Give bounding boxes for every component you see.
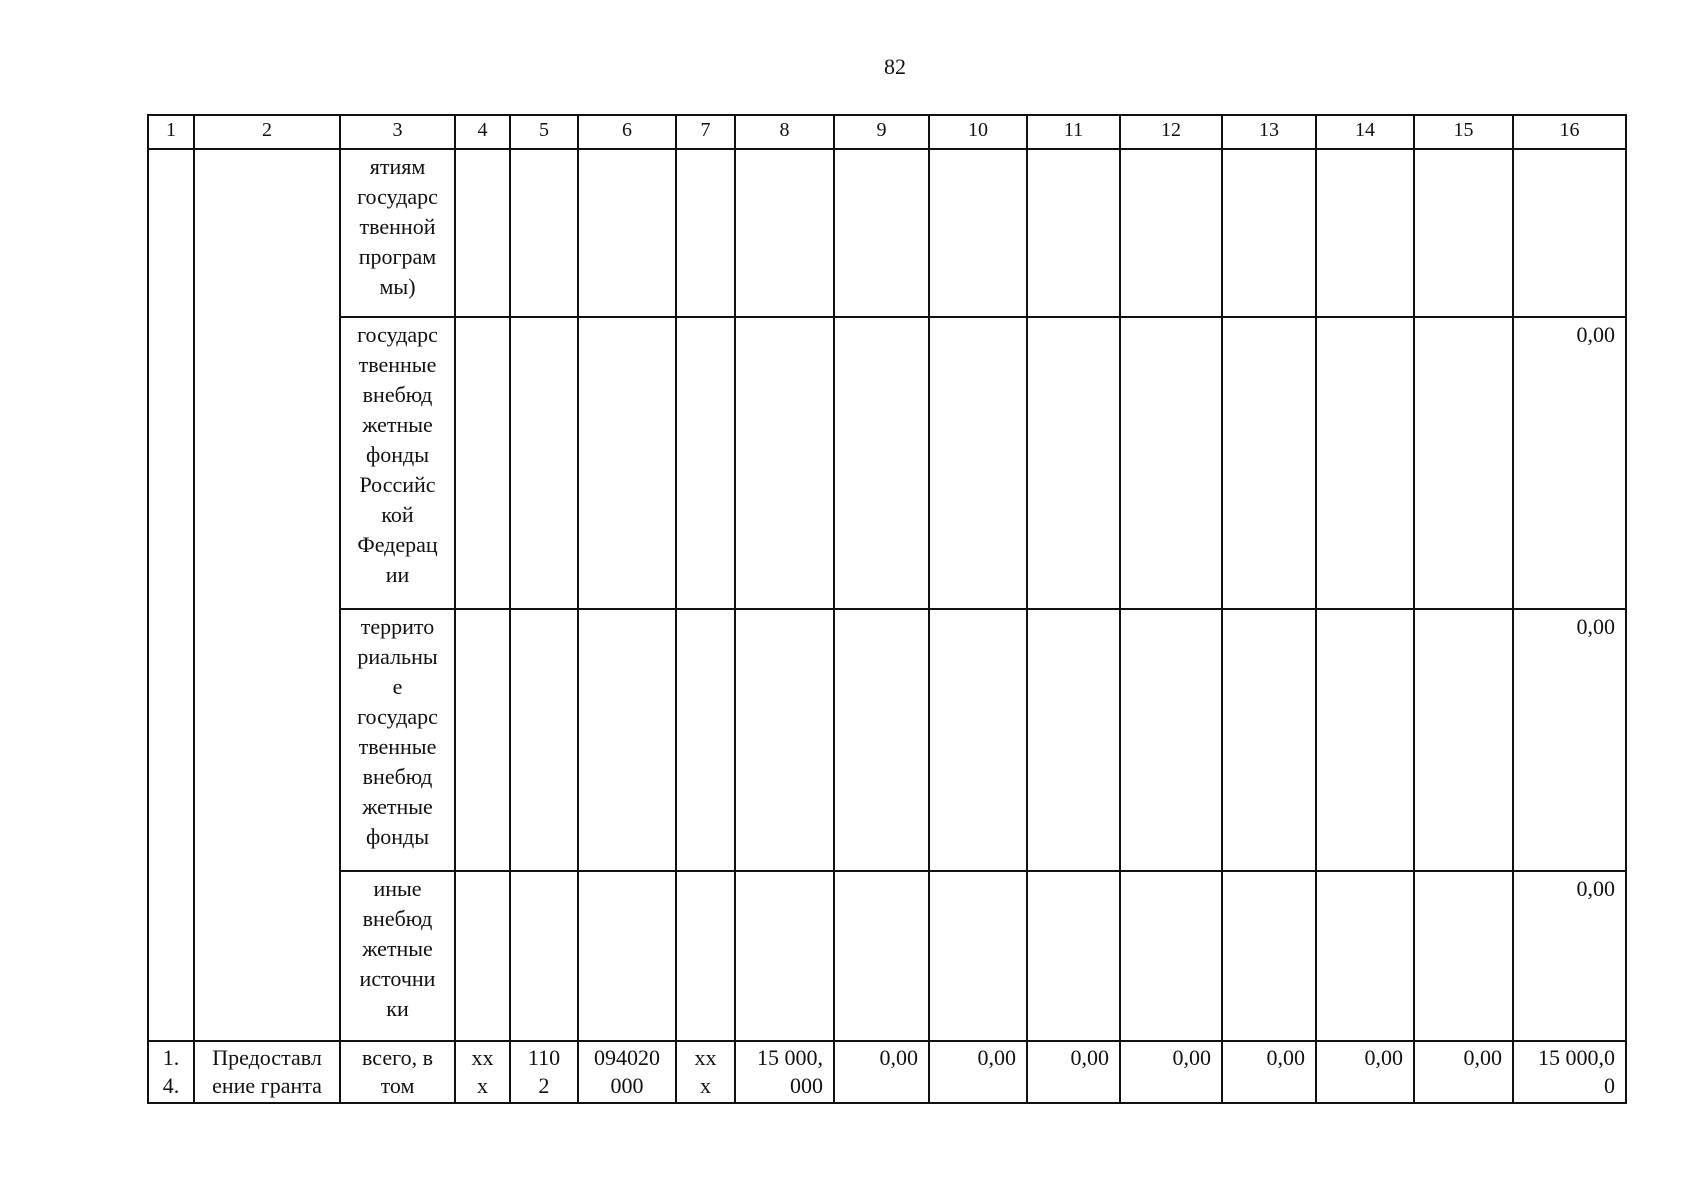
empty-cell	[676, 317, 735, 609]
empty-cell	[1120, 149, 1222, 317]
empty-cell	[1222, 871, 1316, 1041]
empty-cell	[455, 609, 510, 871]
empty-cell	[455, 149, 510, 317]
cell-col11: 0,00	[1027, 1041, 1120, 1103]
table-row	[148, 609, 1626, 871]
empty-cell	[1316, 149, 1414, 317]
table-row	[148, 871, 1626, 1041]
cell-col9: 0,00	[834, 1041, 929, 1103]
column-header-4: 4	[455, 115, 510, 149]
cell-funding-source: всего, в том	[340, 1041, 455, 1103]
cell-col13: 0,00	[1222, 1041, 1316, 1103]
empty-cell	[834, 871, 929, 1041]
cell-col5: 110 2	[510, 1041, 578, 1103]
cell-col15: 0,00	[1414, 1041, 1513, 1103]
table-row-grant	[148, 1041, 1626, 1103]
column-header-11: 11	[1027, 115, 1120, 149]
table-row	[148, 317, 1626, 609]
column-header-3: 3	[340, 115, 455, 149]
cell-funding-source: ятиям государс твенной програм мы)	[340, 149, 455, 317]
empty-cell	[578, 149, 676, 317]
budget-table	[147, 114, 1627, 1104]
empty-cell	[1120, 317, 1222, 609]
empty-cell	[676, 609, 735, 871]
cell-col8: 15 000, 000	[735, 1041, 834, 1103]
cell-funding-source: иные внебюд жетные источни ки	[340, 871, 455, 1041]
empty-cell	[834, 149, 929, 317]
empty-cell	[510, 609, 578, 871]
empty-cell	[1027, 149, 1120, 317]
empty-cell	[455, 317, 510, 609]
column-header-8: 8	[735, 115, 834, 149]
cell-col6: 094020 000	[578, 1041, 676, 1103]
cell-col16: 0,00	[1513, 871, 1626, 1041]
empty-cell	[1316, 317, 1414, 609]
column-header-10: 10	[929, 115, 1027, 149]
empty-cell	[929, 317, 1027, 609]
empty-cell	[735, 871, 834, 1041]
cell-col16: 0,00	[1513, 609, 1626, 871]
empty-cell	[834, 609, 929, 871]
cell-funding-source: государс твенные внебюд жетные фонды Российс кой Федерац ии	[340, 317, 455, 609]
empty-cell	[676, 149, 735, 317]
cell-funding-source: террито риальны е государс твенные внебюд жетные фонды	[340, 609, 455, 871]
empty-cell	[455, 871, 510, 1041]
empty-cell	[929, 609, 1027, 871]
cell-col14: 0,00	[1316, 1041, 1414, 1103]
cell-item-name: Предоставл ение гранта	[194, 1041, 340, 1103]
column-header-15: 15	[1414, 115, 1513, 149]
empty-cell	[1316, 871, 1414, 1041]
empty-cell	[510, 149, 578, 317]
empty-cell	[1222, 609, 1316, 871]
table-row	[148, 149, 1626, 317]
column-header-14: 14	[1316, 115, 1414, 149]
cell-col16	[1513, 149, 1626, 317]
empty-cell	[1414, 871, 1513, 1041]
column-header-6: 6	[578, 115, 676, 149]
column-header-13: 13	[1222, 115, 1316, 149]
column-header-7: 7	[676, 115, 735, 149]
cell-col4: хх х	[455, 1041, 510, 1103]
empty-cell	[735, 149, 834, 317]
column-header-9: 9	[834, 115, 929, 149]
cell-col7: хх х	[676, 1041, 735, 1103]
empty-cell	[510, 317, 578, 609]
cell-col16: 0,00	[1513, 317, 1626, 609]
empty-cell	[1027, 871, 1120, 1041]
empty-cell	[1027, 317, 1120, 609]
column-number-header	[148, 115, 1626, 149]
empty-cell	[1027, 609, 1120, 871]
cell-col10: 0,00	[929, 1041, 1027, 1103]
empty-cell	[929, 149, 1027, 317]
column-header-12: 12	[1120, 115, 1222, 149]
empty-cell	[735, 317, 834, 609]
empty-cell	[1414, 317, 1513, 609]
cell-col2-merged	[194, 149, 340, 1041]
column-header-5: 5	[510, 115, 578, 149]
empty-cell	[735, 609, 834, 871]
column-header-16: 16	[1513, 115, 1626, 149]
cell-col16: 15 000,0 0	[1513, 1041, 1626, 1103]
empty-cell	[1222, 317, 1316, 609]
cell-col12: 0,00	[1120, 1041, 1222, 1103]
empty-cell	[929, 871, 1027, 1041]
cell-col1-merged	[148, 149, 194, 1041]
column-header-1: 1	[148, 115, 194, 149]
empty-cell	[1316, 609, 1414, 871]
empty-cell	[1414, 149, 1513, 317]
empty-cell	[1120, 871, 1222, 1041]
empty-cell	[510, 871, 578, 1041]
empty-cell	[578, 609, 676, 871]
empty-cell	[1414, 609, 1513, 871]
empty-cell	[578, 317, 676, 609]
cell-item-number: 1. 4.	[148, 1041, 194, 1103]
empty-cell	[1120, 609, 1222, 871]
empty-cell	[676, 871, 735, 1041]
page-number: 82	[884, 54, 906, 79]
empty-cell	[1222, 149, 1316, 317]
empty-cell	[578, 871, 676, 1041]
column-header-2: 2	[194, 115, 340, 149]
empty-cell	[834, 317, 929, 609]
